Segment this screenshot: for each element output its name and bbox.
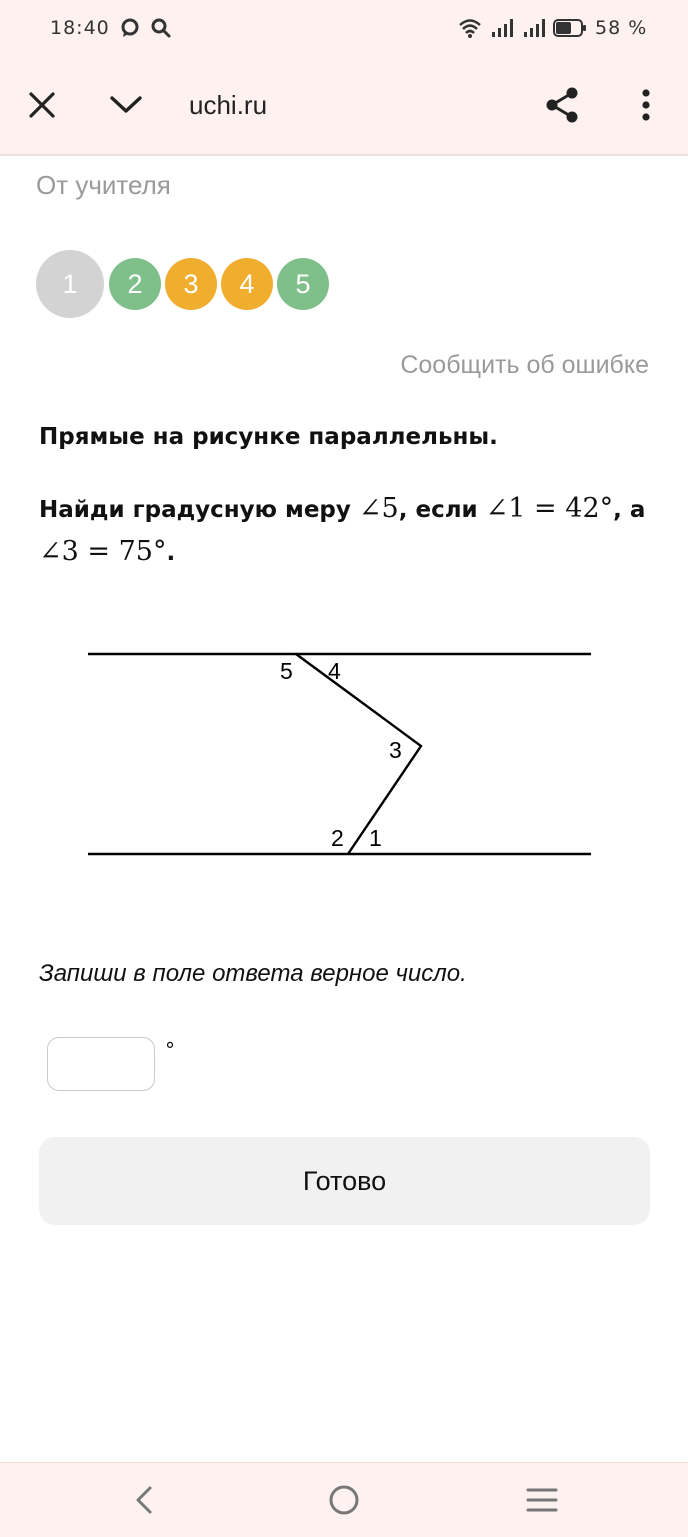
step-label: 1: [62, 268, 78, 299]
more-button[interactable]: [619, 78, 673, 132]
angle-label-4: 4: [328, 658, 341, 684]
step-4[interactable]: [221, 258, 273, 310]
back-button[interactable]: [114, 1473, 174, 1527]
wifi-icon: [458, 17, 482, 39]
question-line-2: [39, 488, 659, 574]
signal-icon: [490, 17, 514, 39]
angle-label-2: 2: [331, 825, 344, 851]
system-nav-bar: [0, 1462, 688, 1537]
step-label: 2: [127, 268, 143, 299]
question-text: , а: [613, 497, 646, 523]
status-time: 18:40: [50, 17, 110, 39]
search-icon: [150, 17, 172, 39]
share-button[interactable]: [535, 78, 589, 132]
close-icon: [28, 91, 56, 119]
close-button[interactable]: [15, 78, 69, 132]
question-text: .: [166, 540, 176, 566]
share-icon: [544, 86, 580, 124]
angle-label-5: 5: [280, 658, 293, 684]
done-button-label: Готово: [302, 1165, 387, 1196]
step-label: 5: [295, 268, 311, 299]
home-button[interactable]: [314, 1473, 374, 1527]
target-angle: ∠5: [358, 493, 399, 524]
step-3[interactable]: [165, 258, 217, 310]
signal-icon: [522, 17, 546, 39]
question-text: Найди градусную меру: [39, 497, 359, 523]
more-vert-icon: [641, 88, 651, 122]
question-line-1: Прямые на рисунке параллельны.: [39, 424, 498, 450]
degree-unit: °: [165, 1038, 175, 1062]
status-bar: [0, 0, 688, 56]
given-angle-3: ∠3 = 75°: [39, 536, 167, 567]
chat-icon: [120, 18, 140, 38]
report-error-link[interactable]: Сообщить об ошибке: [400, 351, 649, 379]
step-label: 4: [239, 268, 255, 299]
instruction-text: Запиши в поле ответа верное число.: [39, 960, 467, 987]
back-icon: [133, 1485, 155, 1515]
answer-input[interactable]: [47, 1037, 155, 1091]
battery-percent: 58 %: [595, 17, 648, 39]
angle-label-1: 1: [369, 825, 382, 851]
geometry-figure: [80, 630, 600, 870]
recents-icon: [525, 1486, 559, 1514]
done-button[interactable]: [39, 1137, 650, 1225]
given-angle-1: ∠1 = 42°: [485, 493, 614, 524]
question-text: , если: [398, 497, 486, 523]
section-caption: От учителя: [36, 170, 171, 200]
step-1[interactable]: [36, 250, 104, 318]
step-5[interactable]: [277, 258, 329, 310]
url-text[interactable]: uchi.ru: [189, 90, 268, 120]
collapse-button[interactable]: [99, 78, 153, 132]
angle-label-3: 3: [389, 737, 402, 763]
broken-line: [296, 654, 421, 854]
step-label: 3: [183, 268, 199, 299]
battery-icon: [553, 19, 587, 37]
step-2[interactable]: [109, 258, 161, 310]
recents-button[interactable]: [512, 1473, 572, 1527]
home-icon: [327, 1483, 361, 1517]
chevron-down-icon: [109, 95, 143, 115]
browser-toolbar: [0, 56, 688, 156]
